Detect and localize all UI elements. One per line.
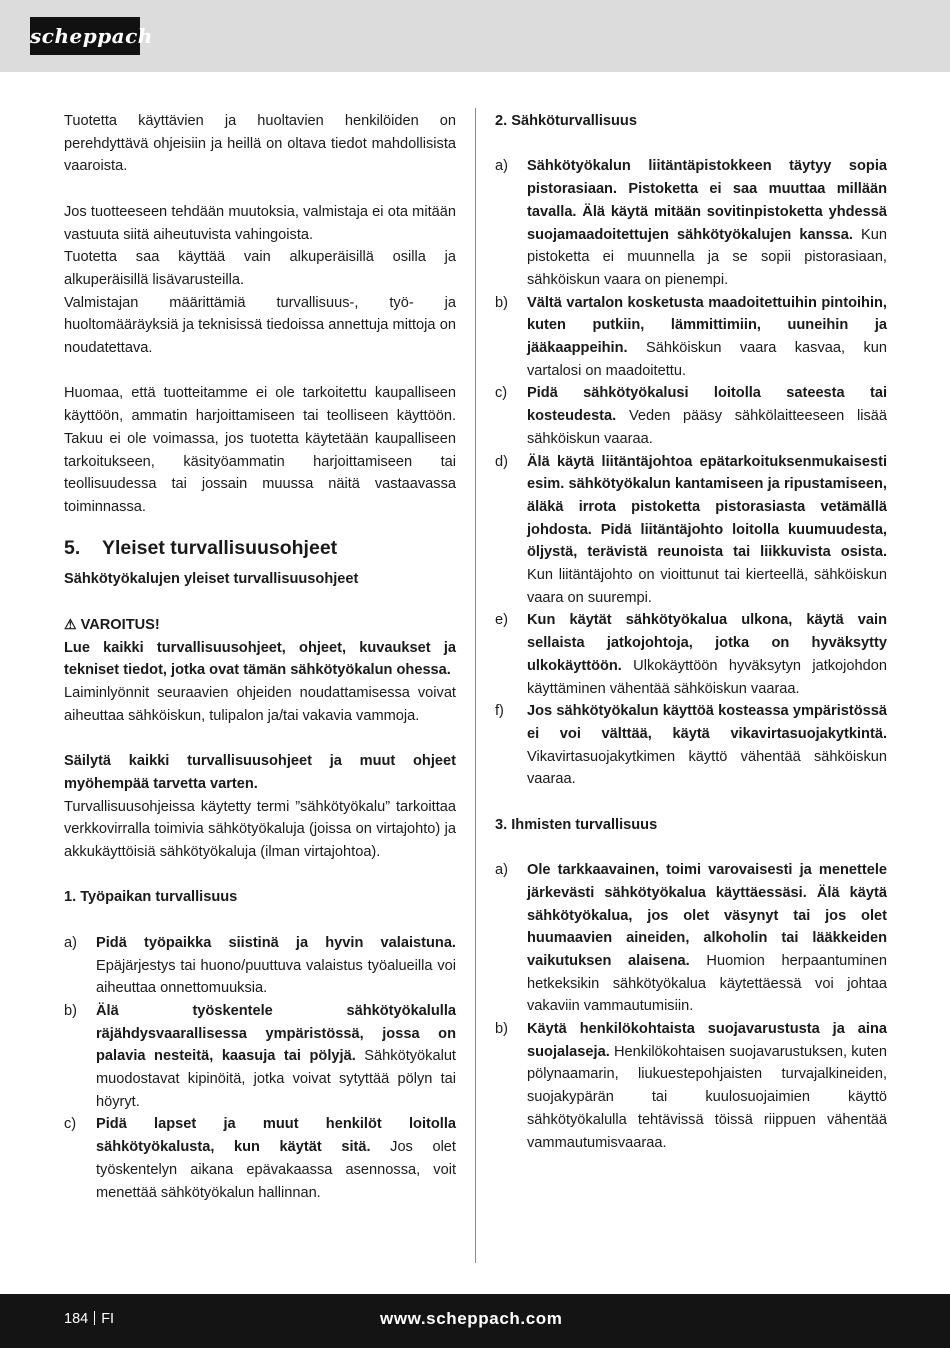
list-item-text [527,859,887,1018]
list-item-regular-text: Henkilökohtaisen suojavarustuksen, kuten pölynaamarin, liukuestepohjaisten turvajalkineiden, suojakypärän tai kuulosuojaimien käyttö sähkötyökalulla tehtävissä töissä riippuen vähentää vammautumisvaaraa. [527,1043,887,1151]
list-item-regular-text: Ulkokäyttöön hyväksytyn jatkojohdon käyttäminen vähentää sähköiskun vaaraa. [527,657,887,697]
workplace-safety-heading: 1. Työpaikan turvallisuus [64,889,238,906]
list-item-label: d) [495,453,508,470]
electrical-safety-item [495,609,887,700]
list-item-label: c) [64,1116,77,1133]
list-item-text [527,382,887,450]
list-item-regular-text: Sähkötyökalut muodostavat kipinöitä, jotka voivat sytyttää pölyn tai höyryt. [96,1048,456,1110]
electrical-safety-item [495,700,887,791]
column-divider [475,108,476,1263]
list-item-bold-text: Vältä vartalon kosketusta maadoitettuihin pintoihin, kuten putkiin, lämmittimiin, uuneihin ja jääkaappeihin. [527,294,887,357]
list-item-label: a) [64,934,77,951]
electrical-safety-heading: 2. Sähköturvallisuus [495,113,637,129]
list-item-bold-text: Älä käytä liitäntäjohtoa epätarkoituksenmukaisesti esim. sähkötyökalun kantamiseen ja ripustamiseen, äläkä irrota pistoketta pistorasiasta vetämällä johdosta. Pidä liitäntäjohto loitolla kuumuudesta, öljystä, terävistä reunoista tai liikkuvista osista. [527,453,887,561]
list-item-regular-text: Epäjärjestys tai huono/puuttuva valaistus työalueilla voi aiheuttaa onnettomuuksia. [96,957,456,997]
left-column [64,110,456,1204]
warning-bold-text: Lue kaikki turvallisuusohjeet, ohjeet, kuvaukset ja tekniset tiedot, jotka ovat tämän sähkötyökalun ohessa. [64,639,456,679]
keep-instructions-text: Turvallisuusohjeissa käytetty termi ”sähkötyökalu” tarkoittaa verkkovirralla toimivia sähkötyökaluja (joissa on virtajohto) ja akkukäyttöisiä sähkötyökaluja (ilman virtajohtoa). [64,798,456,861]
list-item-text [96,1113,456,1204]
list-item-bold-text: Kun käytät sähkötyökalua ulkona, käytä vain sellaista jatkojohtoja, jotka on hyväksytty ulkokäyttöön. [527,612,887,674]
list-item-bold-text: Pidä lapset ja muut henkilöt loitolla sähkötyökalusta, kun käytät sitä. [96,1116,456,1156]
electrical-safety-item [495,451,887,610]
list-item-regular-text: Vikavirtasuojakytkimen käyttö vähentää sähköiskun vaaraa. [527,748,887,788]
personal-safety-heading: 3. Ihmisten turvallisuus [495,816,658,833]
workplace-safety-item [64,1113,456,1204]
warning-heading [64,613,456,637]
workplace-safety-item [64,1000,456,1114]
keep-instructions-bold: Säilytä kaikki turvallisuusohjeet ja muut ohjeet myöhempää tarvetta varten. [64,753,456,792]
page-language: FI [101,1311,115,1327]
list-item-text [96,932,456,1000]
list-item-regular-text: Jos olet työskentelyn aikana epävakaassa asennossa, voit menettää sähkötyökalun hallinnan. [96,1139,456,1201]
workplace-safety-item [64,932,456,1000]
list-item-text [527,609,887,700]
personal-safety-list [495,859,887,1154]
subheading: Sähkötyökalujen yleiset turvallisuusohjeet [64,570,359,587]
footer-separator [94,1311,95,1325]
section-number: 5. [64,536,81,559]
list-item-bold-text: Ole tarkkaavainen, toimi varovaisesti ja menettele järkevästi sähkötyökalua käyttäessäsi. Älä käytä sähkötyökalua, jos olet väsynyt tai jos olet huumaavien aineiden, alkoholin tai lääkkeiden vaikutuksen alaisena. [527,862,887,969]
website-url: www.scheppach.com [380,1309,563,1328]
list-item-regular-text: Huomion herpaantuminen hetkeksikin sähkötyökalua käytettäessä voi johtaa vakaviin vammautumisiin. [527,952,887,1015]
list-item-label: b) [64,1002,77,1019]
electrical-safety-item [495,155,887,291]
electrical-safety-list [495,155,887,791]
list-item-regular-text: Kun liitäntäjohto on vioittunut tai kierteellä, sähköiskun vaara on suurempi. [527,567,887,606]
warning-triangle-icon: ⚠ [64,616,77,633]
list-item-bold-text: Jos sähkötyökalun käyttöä kosteassa ympäristössä ei voi välttää, käytä vikavirtasuojakytkintä. [527,703,887,742]
list-item-bold-text: Sähkötyökalun liitäntäpistokkeen täytyy sopia pistorasiaan. Pistoketta ei saa muuttaa millään tavalla. Älä käytä mitään sovitinpistoketta yhdessä suojamaadoitettujen sähkötyökalujen kanssa. [527,158,887,243]
list-item-text [527,155,887,291]
personal-safety-item [495,1018,887,1154]
list-item-text [527,451,887,610]
warning-text: Laiminlyönnit seuraavien ohjeiden noudattamisessa voivat aiheuttaa sähköiskun, tulipalon ja/tai vakavia vammoja. [64,685,456,724]
warning-label: VAROITUS! [80,617,160,634]
list-item-regular-text: Veden pääsy sähkölaitteeseen lisää sähköiskun vaaraa. [527,408,887,447]
list-item-label: f) [495,703,504,720]
scheppach-logo: scheppach [30,17,140,55]
electrical-safety-item [495,292,887,383]
list-item-label: a) [495,158,508,175]
intro-paragraph-1: Tuotetta käyttävien ja huoltavien henkilöiden on perehdyttävä ohjeisiin ja heillä on oltava tiedot mahdollisista vaaroista. [64,113,456,175]
section-heading [64,534,456,562]
workplace-safety-list [64,932,456,1204]
list-item-label: b) [495,1021,508,1038]
list-item-bold-text: Pidä sähkötyökalusi loitolla sateesta tai kosteudesta. [527,385,887,425]
section-title: Yleiset turvallisuusohjeet [102,536,338,559]
list-item-label: e) [495,612,508,629]
intro-paragraph-5: Huomaa, että tuotteitamme ei ole tarkoitettu kaupalliseen käyttöön, ammatin harjoittamiseen tai teolliseen käyttöön. Takuu ei ole voimassa, jos tuotetta käytetään kaupalliseen tarkoitukseen, käsityöammatin harjoittamiseen tai teollisuudessa tai jossain muussa näitä vastaavassa toiminnassa. [64,385,456,515]
list-item-label: b) [495,294,508,311]
page-header [0,0,950,72]
page-number-value: 184 [64,1311,89,1327]
page-footer [0,1294,950,1348]
list-item-regular-text: Kun pistoketta ei muunnella ja se sopii pistorasiaan, sähköiskun vaara on pienempi. [527,226,887,288]
personal-safety-item [495,859,887,1018]
list-item-text [527,700,887,791]
right-column [495,110,887,1154]
list-item-text [527,292,887,383]
list-item-text [527,1018,887,1154]
list-item-label: a) [495,862,508,879]
electrical-safety-item [495,382,887,450]
list-item-bold-text: Käytä henkilökohtaista suojavarustusta ja aina suojalaseja. [527,1021,887,1060]
list-item-regular-text: Sähköiskun vaara kasvaa, kun vartalosi on maadoitettu. [527,340,887,379]
intro-paragraph-3: Tuotetta saa käyttää vain alkuperäisillä osilla ja alkuperäisillä lisävarusteilla. [64,249,456,288]
list-item-label: c) [495,385,508,402]
intro-paragraph-4: Valmistajan määrittämiä turvallisuus-, työ- ja huoltomääräyksiä ja teknisissä tiedoissa annettuja mittoja on noudatettava. [64,294,456,357]
list-item-text [96,1000,456,1114]
page-number [64,1294,114,1344]
list-item-bold-text: Älä työskentele sähkötyökalulla räjähdysvaarallisessa ympäristössä, jossa on palavia nesteitä, kaasuja tai pölyjä. [96,1002,456,1065]
list-item-bold-text: Pidä työpaikka siistinä ja hyvin valaistuna. [96,934,456,951]
intro-paragraph-2: Jos tuotteeseen tehdään muutoksia, valmistaja ei ota mitään vastuuta siitä aiheutuvista vahingoista. [64,203,456,243]
